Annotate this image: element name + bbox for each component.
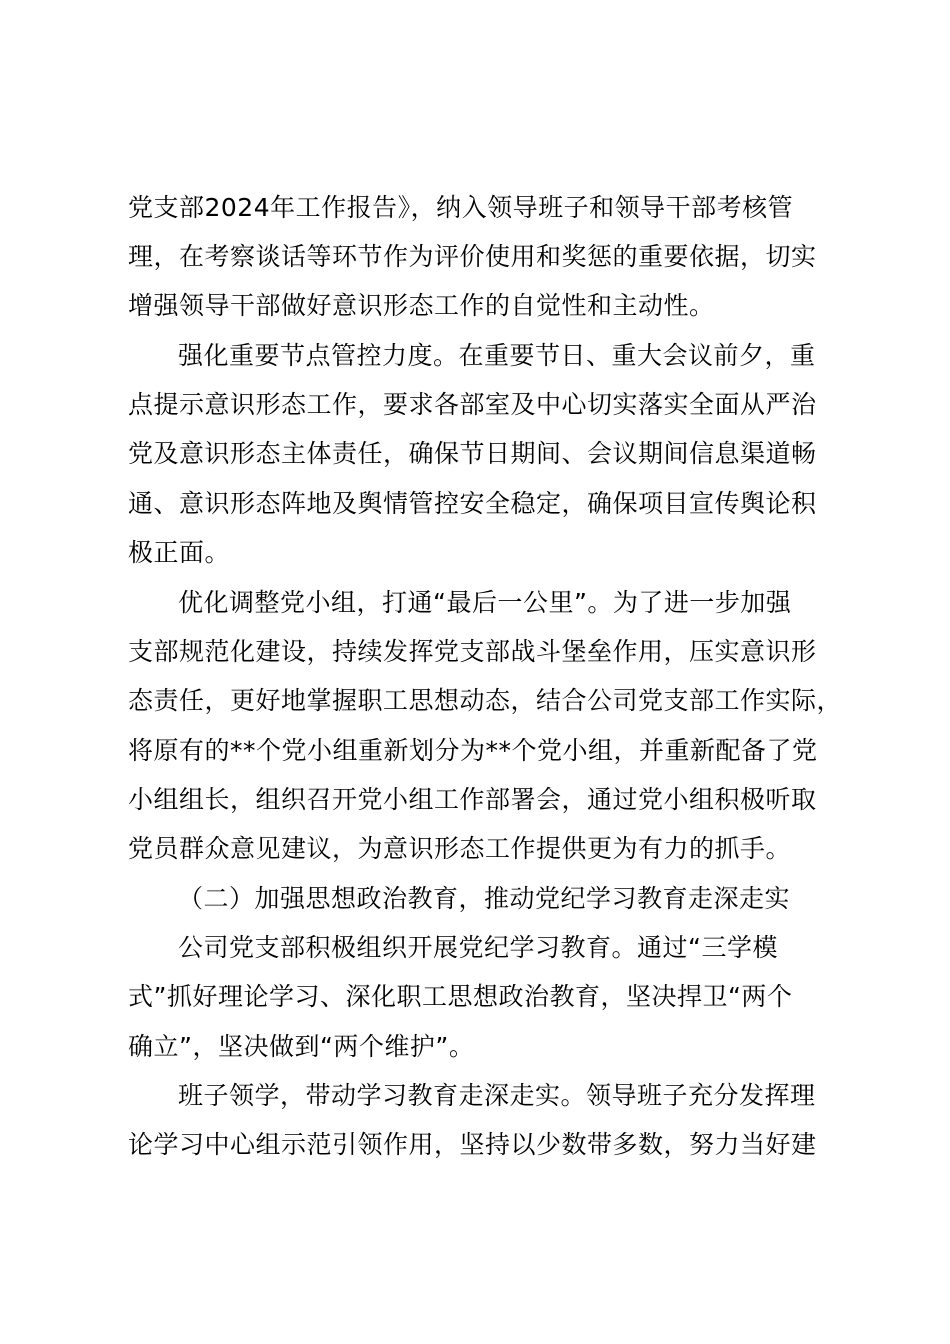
text-line: 确立”，坚决做到“两个维护”。 [128, 1032, 475, 1061]
paragraph-start-line: 公司党支部积极组织开展党纪学习教育。通过“三学模 [178, 933, 778, 962]
text-line: 点提示意识形态工作，要求各部室及中心切实落实全面从严治 [128, 390, 817, 419]
text-line: 党员群众意见建议，为意识形态工作提供更为有力的抓手。 [128, 834, 792, 863]
text-line: 小组组长，组织召开党小组工作部署会，通过党小组积极听取 [128, 785, 817, 814]
text-line: 论学习中心组示范引领作用，坚持以少数带多数，努力当好建 [128, 1130, 817, 1159]
paragraph-start-line: 优化调整党小组，打通“最后一公里”。为了进一步加强 [178, 588, 792, 617]
paragraph-start-line: 强化重要节点管控力度。在重要节日、重大会议前夕，重 [178, 341, 816, 370]
text-line: 理，在考察谈话等环节作为评价使用和奖惩的重要依据，切实 [128, 242, 817, 271]
text-line: 将原有的**个党小组重新划分为**个党小组，并重新配备了党 [128, 736, 818, 765]
paragraph-start-line: 班子领学，带动学习教育走深走实。领导班子充分发挥理 [178, 1081, 816, 1110]
text-line: 党及意识形态主体责任，确保节日期间、会议期间信息渠道畅 [128, 439, 817, 468]
text-line: 极正面。 [128, 538, 231, 567]
section-heading: （二）加强思想政治教育，推动党纪学习教育走深走实 [178, 884, 791, 913]
text-line: 增强领导干部做好意识形态工作的自觉性和主动性。 [128, 291, 715, 320]
text-line: 通、意识形态阵地及舆情管控安全稳定，确保项目宣传舆论积 [128, 489, 817, 518]
text-line: 党支部2024年工作报告》，纳入领导班子和领导干部考核管 [128, 193, 794, 222]
text-line: 态责任，更好地掌握职工思想动态，结合公司党支部工作实际， [128, 686, 843, 715]
text-line: 支部规范化建设，持续发挥党支部战斗堡垒作用，压实意识形 [128, 637, 817, 666]
text-line: 式”抓好理论学习、深化职工思想政治教育，坚决捍卫“两个 [128, 982, 793, 1011]
